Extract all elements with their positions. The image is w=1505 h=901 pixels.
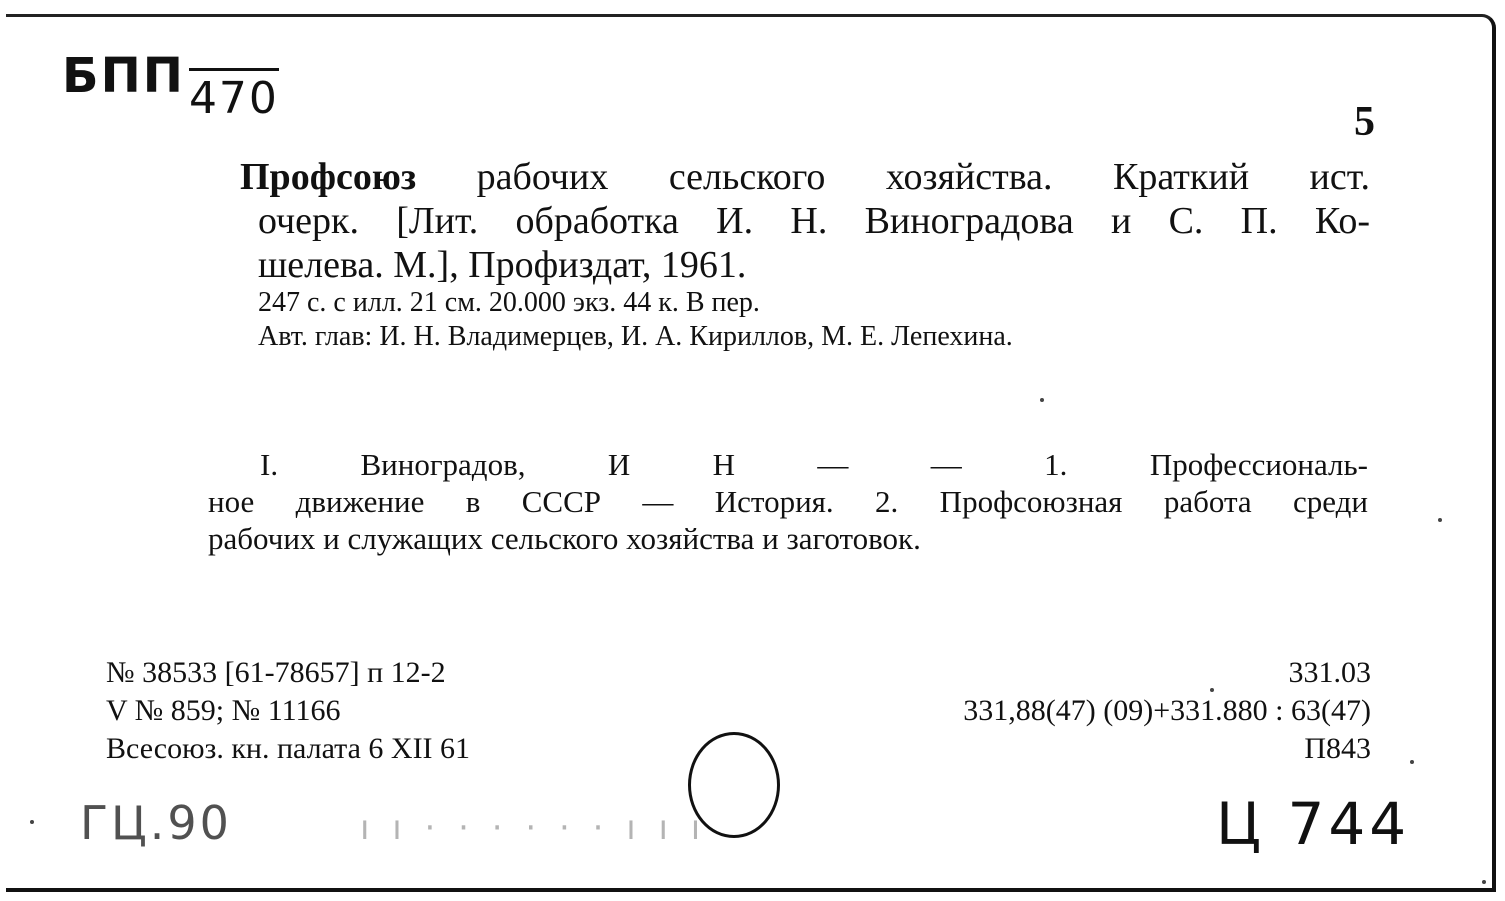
registration-line-2: V № 859; № 11166	[106, 694, 341, 727]
library-stamp: ГЦ.90	[80, 796, 232, 850]
scan-speck	[1482, 880, 1486, 884]
classification-line-2: 331,88(47) (09)+331.880 : 63(47)	[963, 694, 1371, 727]
scan-speck	[1040, 398, 1044, 402]
tracings-line-2: ное движение в СССР — История. 2. Профсоюзная работа среди	[208, 484, 1368, 519]
main-entry-title: рабочих сельского хозяйства. Краткий ист.	[416, 156, 1370, 198]
handwritten-shelfmark	[62, 48, 279, 124]
collation-line-1: 247 с. с илл. 21 см. 20.000 экз. 44 к. В пер.	[258, 287, 760, 318]
main-entry-line-1	[240, 155, 1370, 199]
handwritten-inventory-number: Ц 744	[1216, 790, 1411, 858]
shelfmark-number: 470	[189, 68, 279, 124]
card-number: 5	[1354, 99, 1375, 145]
registration-line-3: Всесоюз. кн. палата 6 XII 61	[106, 732, 471, 765]
main-entry-line-3: шелева. М.], Профиздат, 1961.	[258, 244, 747, 286]
main-entry-heading: Профсоюз	[240, 156, 417, 198]
scan-speck	[1210, 688, 1214, 692]
scan-speck	[1438, 518, 1442, 522]
collation-line-2: Авт. глав: И. Н. Владимерцев, И. А. Кириллов, М. Е. Лепехина.	[258, 321, 1013, 352]
tracings-line-1: I. Виноградов, И Н — — 1. Профессиональ-	[260, 447, 1368, 482]
faint-stamp-marks: ı ı · · · · · · ı ı ı	[360, 808, 707, 848]
classification-line-3: П843	[1304, 732, 1371, 765]
classification-codes	[963, 654, 1371, 768]
subject-tracings	[208, 446, 1368, 557]
scan-speck	[30, 820, 34, 824]
tracings-line-3: рабочих и служащих сельского хозяйства и заготовок.	[208, 521, 921, 556]
main-entry-line-2: очерк. [Лит. обработка И. Н. Виноградова и С. П. Ко-	[258, 200, 1370, 242]
main-entry	[240, 155, 1370, 287]
registration-info	[106, 654, 470, 768]
classification-line-1: 331.03	[1288, 656, 1371, 689]
collation	[258, 286, 1013, 354]
shelfmark-prefix: БПП	[62, 48, 185, 104]
registration-line-1: № 38533 [61-78657] п 12-2	[106, 656, 446, 689]
scan-speck	[1410, 760, 1414, 764]
